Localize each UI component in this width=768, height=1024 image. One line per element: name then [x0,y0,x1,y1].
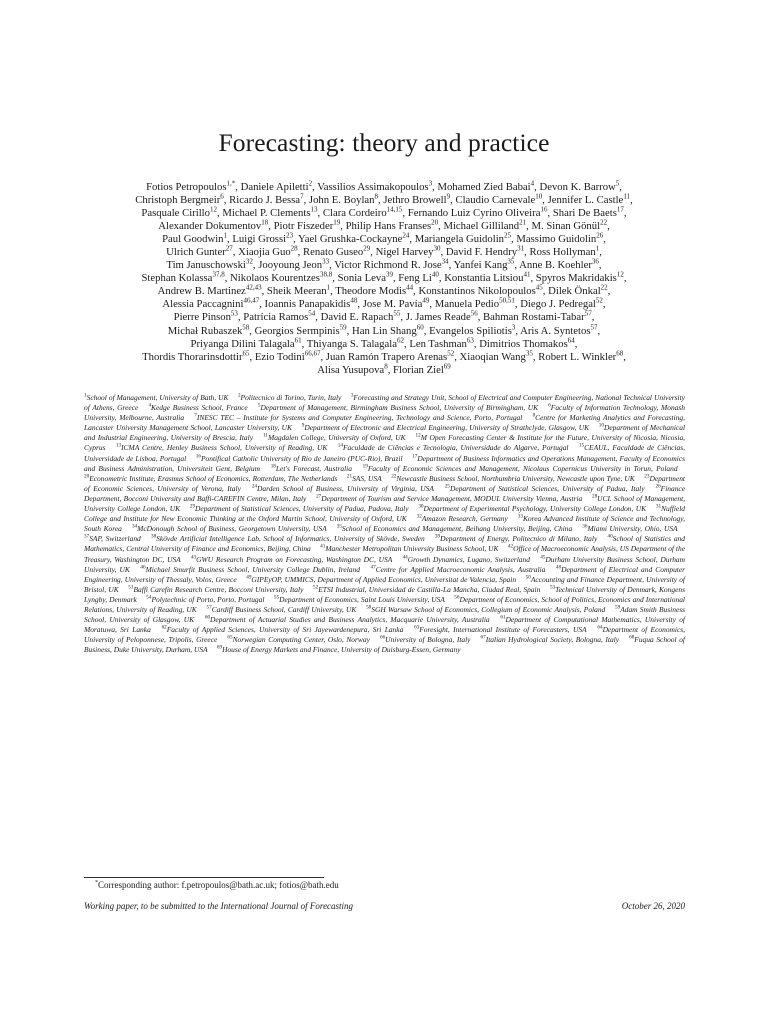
author-line: Christoph Bergmeir$^6$, Ricardo J. Bessa$^7$, John E. Boylan$^8$, Jethro Browell$^9$, Claudio Carnevale$^{10}$, Jennifer L. Castle$^{11}$, [135,192,633,207]
affiliation-item: $^1$School of Management, University of Bath, UK [84,392,229,402]
author-line: Alexander Dokumentov$^{18}$, Piotr Fiszeder$^{19}$, Philip Hans Franses$^{20}$, Michael Gilliland$^{21}$, M. Sinan Gönül$^{22}$, [158,218,610,233]
affiliation-item: $^3$Forecasting and Strategy Unit, School of Electrical and Computer Engineering, National Technical University of Athens, Greece [84,392,685,413]
author-line: Stephan Kolassa$^{37,8}$, Nikolaos Kourentzes$^{38,8}$, Sonia Leva$^{39}$, Feng Li$^{40}$, Konstantia Litsiou$^{41}$, Spyros Makridakis$^{12}$, [141,270,627,285]
affiliation-item: $^{25}$Department of Statistical Sciences, University of Padua, Italy [444,483,645,493]
affiliation-item: $^{34}$McDonough School of Business, Georgetown University, USA [131,523,327,534]
affiliation-item: $^{60}$Department of Actuarial Studies and Business Analytics, Macquarie University, Australia [204,614,490,625]
affiliation-item: $^{44}$Growth Dynamics, Lugano, Switzerland [402,554,530,564]
footer-date: October 26, 2020 [621,901,685,911]
author-line: Ulrich Gunter$^{27}$, Xiaojia Guo$^{28}$, Renato Guseo$^{29}$, Nigel Harvey$^{30}$, David F. Hendry$^{31}$, Ross Hollyman$^1$, [166,244,602,259]
affiliation-item: $^6$Faculty of Information Technology, Monash University, Melbourne, Australia [84,402,686,423]
affiliation-item: $^7$INESC TEC – Institute for Systems and Computer Engineering, Technology and Science, Porto, Portugal [194,412,523,423]
affiliation-item: $^{52}$ETSI Industrial, Universidad de Castilla-La Mancha, Ciudad Real, Spain [313,584,541,594]
affiliation-item: $^{29}$Department of Statistical Sciences, University of Padua, Padova, Italy [189,503,409,514]
affiliation-item: $^{27}$Department of Tourism and Service Management, MODUL University Vienna, Austria [316,493,583,503]
affiliation-item: $^{41}$Manchester Metropolitan University Business School, UK [320,543,499,554]
affiliation-item: $^{23}$Department of Economic Sciences, University of Verona, Italy [84,473,685,493]
affiliation-item: $^{65}$Norwegian Computing Center, Oslo, Norway [227,634,370,645]
affiliation-item: $^{39}$Department of Energy, Politecnico di Milano, Italy [434,533,598,544]
affiliation-item: $^{37}$SAP, Switzerland [84,533,141,544]
author-line: Pasquale Cirillo$^{12}$, Michael P. Clements$^{13}$, Clara Cordeiro$^{14,15}$, Fernando Luiz Cyrino Oliveira$^{16}$, Shari De Baets$^{17}$, [141,205,627,220]
affiliation-item: $^{36}$Miami University, Ohio, USA [582,523,678,534]
author-line: Tim Januschowski$^{32}$, Jooyoung Jeon$^{33}$, Victor Richmond R. Jose$^{34}$, Yanfei Kang$^{35}$, Anne B. Koehler$^{36}$, [166,257,602,272]
affiliation-item: $^{11}$Magdalen College, University of Oxford, UK [263,432,406,443]
affiliation-item: $^{43}$GWU Research Program on Forecasting, Washington DC, USA [190,554,393,564]
affiliation-item: $^{51}$Baffi Carefin Research Centre, Bocconi University, Italy [128,584,304,594]
affiliation-item: $^{59}$Adam Smith Business School, University of Glasgow, UK [84,604,686,625]
affiliation-item: $^9$Department of Electronic and Electrical Engineering, University of Strathclyde, Glasgow, UK [301,422,590,433]
affiliation-item: $^{31}$Nuffield College and Institute for New Economic Thinking at the Oxford Martin School, University of Oxford, UK [84,503,685,524]
affiliation-item: $^{56}$Department of Economics, School of Politics, Economics and International Relations, University of Reading, UK [84,594,685,614]
affiliation-item: $^{54}$Polytechnic of Porto, Porto, Portugal [146,594,265,604]
affiliation-item: $^{62}$Faculty of Applied Sciences, University of Sri Jayewardenepura, Sri Lanka [161,624,404,635]
author-line: Michał Rubaszek$^{58}$, Georgios Sermpinis$^{59}$, Han Lin Shang$^{60}$, Evangelos Spiliotis$^3$, Aris A. Syntetos$^{57}$, [167,322,601,337]
affiliation-item: $^{17}$Department of Business Informatics and Operations Management, Faculty of Economics and Business Administration, Universiteit Gent, Belgium [84,453,686,473]
affiliation-item: $^{16}$Pontifical Catholic University of Rio de Janeiro (PUC-Rio), Brazil [195,453,403,463]
author-line: Thordis Thorarinsdottir$^{65}$, Ezio Todini$^{66,67}$, Juan Ramón Trapero Arenas$^{52}$, Xiaoqian Wang$^{35}$, Robert L. Winkler$^{68}$, [142,349,626,363]
footnote-rule [84,877,324,878]
affiliation-item: $^{10}$Department of Mechanical and Industrial Engineering, University of Brescia, Italy [84,422,686,443]
affiliation-item: $^{55}$Department of Economics, Saint Louis University, USA [273,594,445,604]
author-line: Alessia Paccagnini$^{46,47}$, Ioannis Panapakidis$^{48}$, Jose M. Pavía$^{49}$, Manuela Pedio$^{50,51}$, Diego J. Pedregal$^{52}$, [162,296,606,311]
affiliation-item: $^{24}$Darden School of Business, University of Virginia, USA [251,483,434,493]
affiliation-item: $^{14}$Faculdade de Ciências e Tecnologia, Universidade do Algarve, Portugal [337,442,569,453]
affiliation-item: $^{63}$Foresight, International Institute of Forecasters, USA [414,624,587,635]
affiliation-item: $^{28}$UCL School of Management, University College London, UK [84,493,686,514]
affiliation-item: $^{19}$Faculty of Economic Sciences and Management, Nicolaus Copernicus University in Torun, Poland [362,463,678,473]
affiliation-item: $^{40}$School of Statistics and Mathematics, Central University of Finance and Economics, Beijing, China [84,533,685,554]
affiliation-item: $^{35}$School of Economics and Management, Beihang University, Beijing, China [336,523,573,534]
affiliation-item: $^{18}$Let's Forecast, Australia [270,463,352,473]
author-line: Fotios Petropoulos$^{1,*}$, Daniele Apiletti$^2$, Vassilios Assimakopoulos$^3$, Mohamed Zied Babai$^4$, Devon K. Barrow$^5$, [146,179,622,193]
affiliation-item: $^{46}$Michael Smurfit Business School, University College Dublin, Ireland [140,564,360,574]
affiliation-item: $^2$Politecnico di Torino, Turin, Italy [237,392,342,402]
affiliation-item: $^{22}$Newcastle Business School, Northumbria University, Newcastle upon Tyne, UK [391,473,635,483]
affiliation-item: $^{66}$University of Bologna, Italy [379,634,471,645]
affiliation-item: $^{15}$CEAUL, Faculdade de Ciências, Universidade de Lisboa, Portugal [84,442,686,463]
affiliation-item: $^{58}$SGH Warsaw School of Economics, Collegium of Economic Analysis, Poland [366,604,606,614]
affiliation-item: $^{20}$Econometric Institute, Erasmus School of Economics, Rotterdam, The Netherlands [84,473,338,483]
affiliation-item: $^{38}$Skövde Artificial Intelligence Lab, School of Informatics, University of Skövde, Sweden [150,533,425,544]
affiliation-item: $^{53}$Technical University of Denmark, Kongens Lyngby, Denmark [84,584,685,604]
author-line: Alisa Yusupova$^8$, Florian Ziel$^{69}$ [317,362,451,376]
affiliation-item: $^{50}$Accounting and Finance Department, University of Bristol, UK [84,574,685,594]
affiliation-item: $^5$Department of Management, Birmingham Business School, University of Birmingham, UK [257,402,539,413]
corresponding-author-footnote [95,880,339,890]
affiliation-item: $^{48}$Department of Electrical and Computer Engineering, University of Thessaly, Volos, Greece [84,564,686,584]
author-line: Pierre Pinson$^{53}$, Patrícia Ramos$^{54}$, David E. Rapach$^{55}$, J. James Reade$^{56}$, Bahman Rostami-Tabar$^{57}$, [173,309,595,324]
affiliation-item: $^{67}$Italian Hydrological Society, Bologna, Italy [480,634,620,645]
affiliation-item: $^{68}$Fuqua School of Business, Duke University, Durham, USA [84,634,685,655]
paper-title: Forecasting: theory and practice [218,128,550,157]
affiliation-item: $^{13}$ICMA Centre, Henley Business School, University of Reading, UK [115,442,328,453]
author-line: Paul Goodwin$^1$, Luigi Grossi$^{23}$, Yael Grushka-Cockayne$^{24}$, Mariangela Guidolin$^{25}$, Massimo Guidolin$^{26}$, [162,231,606,246]
footer-venue: Working paper, to be submitted to the International Journal of Forecasting [84,901,354,911]
affiliation-item: $^{30}$Department of Experimental Psychology, University College London, UK [418,503,647,514]
affiliation-item: $^{69}$House of Energy Markets and Finance, University of Duisburg-Essen, Germany [216,644,461,655]
author-list [80,181,688,377]
affiliation-item: $^{21}$SAS, USA [346,473,382,483]
affiliation-item: $^{32}$Amazon Research, Germany [416,513,508,524]
affiliation-item: $^{49}$GIPEyOP, UMMICS, Department of Applied Economics, Universitat de Valencia, Spain [246,574,517,584]
affiliation-item: $^{12}$M Open Forecasting Center & Institute for the Future, University of Nicosia, Nicosia, Cyprus [84,432,686,453]
affiliation-item: $^{64}$Department of Economics, University of Peloponnese, Tripolis, Greece [84,624,686,645]
affiliation-item: $^{57}$Cardiff Business School, Cardiff University, UK [206,604,357,614]
affiliations [84,393,685,655]
author-line: Priyanga Dilini Talagala$^{61}$, Thiyanga S. Talagala$^{62}$, Len Tashman$^{63}$, Dimitrios Thomakos$^{64}$, [190,336,578,350]
affiliation-item: $^8$Centre for Marketing Analytics and Forecasting, Lancaster University Management School, Lancaster University, UK [84,412,685,433]
affiliation-item: $^{33}$Korea Advanced Institute of Science and Technology, South Korea [84,513,686,534]
affiliation-item: $^{42}$Office of Macroeconomic Analysis, US Department of the Treasury, Washington DC, USA [84,543,686,564]
footnote-text: Corresponding author: f.petropoulos@bath.ac.uk; fotios@bath.edu [98,880,339,890]
affiliation-item: $^{47}$Centre for Applied Macroeconomic Analysis, Australia [370,564,546,574]
affiliation-item: $^{26}$Finance Department, Bocconi University and Baffi-CAREFIN Centre, Milan, Italy [84,483,686,503]
affiliation-item: $^4$Kedge Business School, France [148,402,248,413]
affiliation-item: $^{61}$Department of Computational Mathematics, University of Moratuwa, Sri Lanka [84,614,685,635]
affiliation-item: $^{45}$Durham University Business School, Durham University, UK [84,554,686,574]
footnote-marker: * [95,880,98,886]
author-line: Andrew B. Martinez$^{42,43}$, Sheik Meeran$^1$, Theodore Modis$^{44}$, Konstantinos Nikolopoulos$^{45}$, Dilek Önkal$^{22}$, [157,283,611,298]
